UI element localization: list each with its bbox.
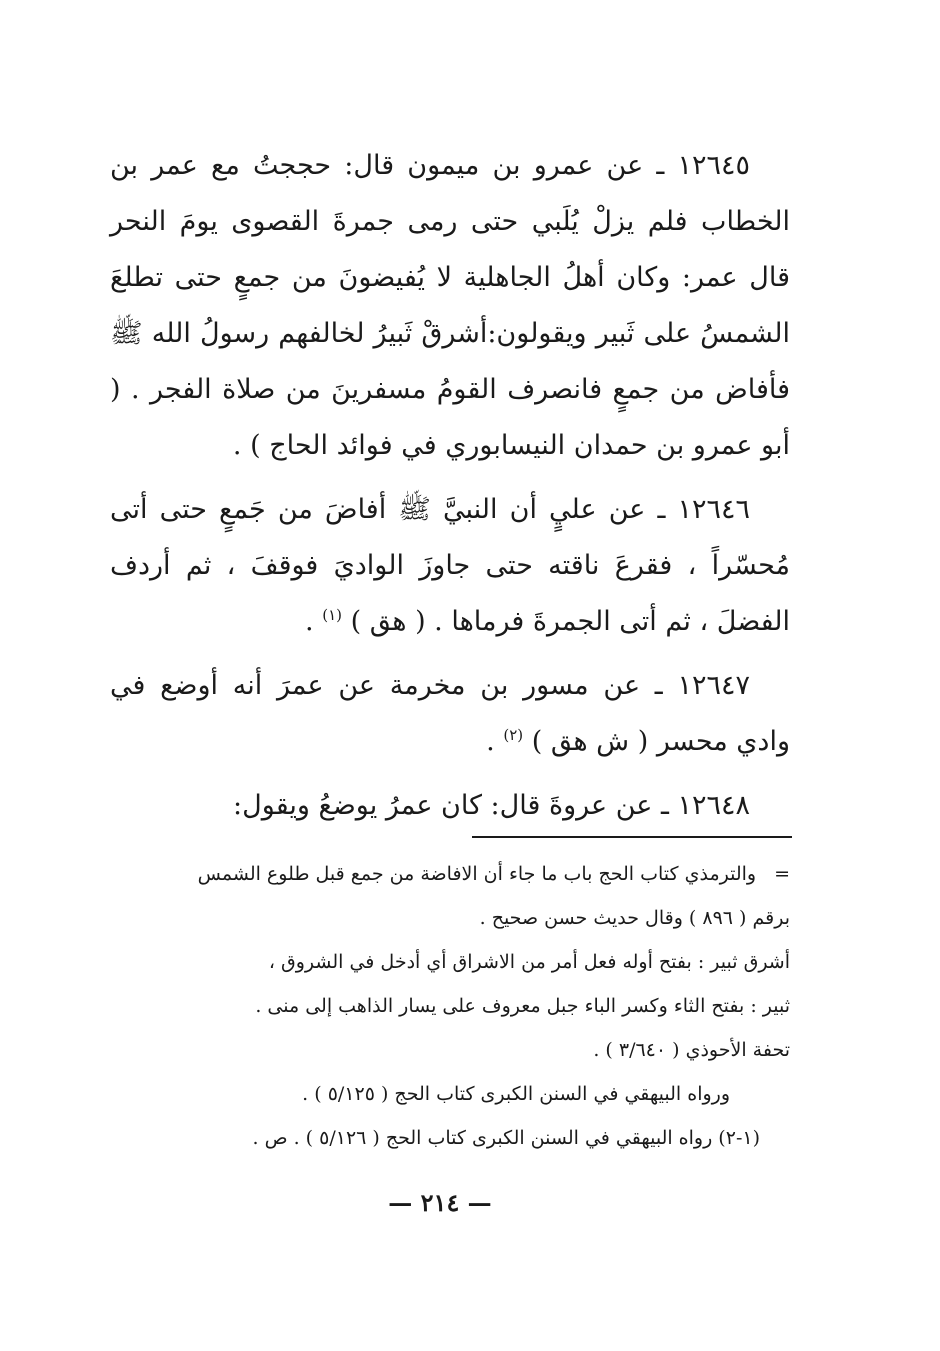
hadith-number: ١٢٦٤٧ [677, 670, 750, 701]
continuation-mark: = [774, 863, 790, 885]
hadith-12645 [110, 138, 790, 474]
page-number: — ٢١٤ — [388, 1188, 492, 1217]
hadith-text: ـ عن عروةَ قال: كان عمرُ يوضعُ ويقول: [233, 790, 669, 821]
hadith-text: ـ عن عليٍ أن النبيَّ ﷺ أفاضَ من جَمعٍ حتى أتى مُحسّراً ، فقرعَ ناقته حتى جاوزَ الواديَ فوقفَ ، ثم أردف الفضلَ ، ثم أتى الجمرةَ فرماها . ( هق ) [110, 494, 790, 637]
hadith-end: . [305, 606, 314, 637]
footnote-ref: (١) [322, 606, 343, 624]
hadith-12647 [110, 658, 790, 770]
footnotes [100, 852, 790, 1160]
hadith-12646 [110, 482, 790, 650]
hadith-number: ١٢٦٤٥ [677, 150, 750, 181]
footnote-line: برقم ( ٨٩٦ ) وقال حديث حسن صحيح . [479, 907, 790, 929]
hadith-number: ١٢٦٤٦ [677, 494, 750, 525]
hadith-text: ـ عن مسور بن مخرمة عن عمرَ أنه أوضع في وادي محسر ( ش هق ) [110, 670, 790, 757]
hadith-12648 [110, 778, 790, 834]
footnote-line: أشرق ثبير : بفتح أوله فعل أمر من الاشراق أي أدخل في الشروق ، [268, 951, 790, 973]
main-text [110, 138, 790, 842]
hadith-text: ـ عن عمرو بن ميمون قال: حججتُ مع عمر بن الخطاب فلم يزلْ يُلَبي حتى رمى جمرةَ القصوى يومَ النحر قال عمر: وكان أهلُ الجاهلية لا يُفيضونَ من جمعٍ حتى تطلعَ الشمسُ على ثَبير ويقولون:أشرقْ ثَبيرُ لخالفهم رسولُ الله ﷺ فأفاض من جمعٍ فانصرف القومُ مسفرينَ من صلاة الفجر . ( أبو عمرو بن حمدان النيسابوري في فوائد الحاج ) . [110, 150, 790, 461]
footnote-line: تحفة الأحوذي ( ٣/٦٤٠ ) . [593, 1039, 790, 1061]
hadith-end: . [486, 726, 495, 757]
footnote-line: ثبير : بفتح الثاء وكسر الباء جبل معروف على يسار الذاهب إلى منى . [255, 995, 790, 1017]
hadith-number: ١٢٦٤٨ [677, 790, 750, 821]
footnote-line: ورواه البيهقي في السنن الكبرى كتاب الحج ( ٥/١٢٥ ) . [302, 1083, 730, 1105]
footnote-ref: (٢) [503, 726, 524, 744]
footnote-line: (١-٢) رواه البيهقي في السنن الكبرى كتاب الحج ( ٥/١٢٦ ) . ص . [252, 1127, 760, 1149]
footnote-divider [472, 836, 792, 838]
footnote-line: =والترمذي كتاب الحج باب ما جاء أن الافاضة من جمع قبل طلوع الشمس [100, 852, 790, 896]
